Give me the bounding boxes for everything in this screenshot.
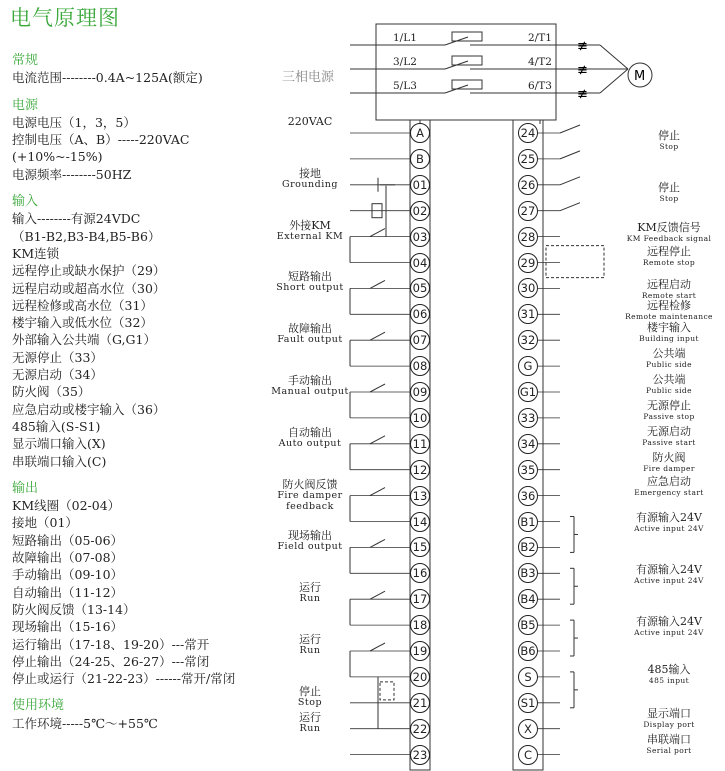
right-terminal-label: 停止 Stop <box>658 129 680 151</box>
terminal-28: 28 <box>518 227 538 247</box>
spec-line: 楼宇输入或低水位（32） <box>12 315 153 331</box>
terminal-27: 27 <box>518 201 538 221</box>
box <box>452 56 482 65</box>
terminal-33: 33 <box>518 408 538 428</box>
left-terminal-label: 运行 Run <box>299 710 321 734</box>
left-terminal-label: 接地 Grounding <box>282 166 338 190</box>
terminal-B4: B4 <box>518 589 538 609</box>
spec-line: KM线圈（02-04） <box>12 498 121 514</box>
spec-line: 电源电压（1，3，5） <box>12 114 136 130</box>
right-terminal-label: 公共端 Public side <box>646 347 692 369</box>
terminal-10: 10 <box>410 408 430 428</box>
left-terminal-label: 短路输出 Short output <box>276 270 344 294</box>
spec-line: 控制电压（A、B）-----220VAC <box>12 132 190 148</box>
right-terminal-label: 公共端 Public side <box>646 373 692 395</box>
terminal-23: 23 <box>410 745 430 765</box>
fuse-icon: ≢ <box>577 87 588 102</box>
terminal-07: 07 <box>410 330 430 350</box>
box <box>380 682 394 700</box>
terminal-08: 08 <box>410 356 430 376</box>
terminal-17: 17 <box>410 589 430 609</box>
spec-line: 无源停止（33） <box>12 349 103 365</box>
breaker-terminal-label: 3/L2 <box>393 56 417 68</box>
wire <box>370 643 385 651</box>
spec-line: 无源启动（34） <box>12 367 103 383</box>
breaker-terminal-label: 6/T3 <box>528 80 552 92</box>
right-terminal-label: 无源停止 Passive stop <box>643 399 695 421</box>
spec-line: 现场输出（15-16） <box>12 619 124 635</box>
spec-line: 远程启动或超高水位（30） <box>12 280 166 296</box>
spec-line: 工作环境-----5℃～+55℃ <box>12 715 158 731</box>
spec-line: 输入--------有源24VDC <box>12 211 141 227</box>
wire <box>370 229 385 237</box>
terminal-13: 13 <box>410 486 430 506</box>
box <box>452 32 482 41</box>
terminal-22: 22 <box>410 719 430 739</box>
spec-line: (+10%~-15%) <box>12 149 103 165</box>
right-terminal-label: 485输入 485 input <box>647 663 691 685</box>
wire <box>560 203 580 211</box>
spec-line: 电源频率--------50HZ <box>12 166 132 182</box>
spec-line: 故障输出（07-08） <box>12 550 124 566</box>
right-terminal-label: 有源输入24V Active input 24V <box>634 511 704 533</box>
right-terminal-label: 楼宇输入 Building input <box>639 321 699 343</box>
terminal-25: 25 <box>518 149 538 169</box>
breaker-terminal-label: 5/L3 <box>393 80 417 92</box>
terminal-24: 24 <box>518 123 538 143</box>
terminal-04: 04 <box>410 253 430 273</box>
left-terminal-label: 运行 Run <box>299 633 321 656</box>
terminal-S1: S1 <box>518 693 538 713</box>
spec-line: 485输入(S-S1) <box>12 418 101 434</box>
left-terminal-label: 运行 Run <box>299 581 321 605</box>
terminal-29: 29 <box>518 253 538 273</box>
spec-line: 短路输出（05-06） <box>12 532 124 548</box>
terminal-09: 09 <box>410 382 430 402</box>
right-terminal-label: 远程检修 Remote maintenance <box>625 299 713 321</box>
spec-line: 应急启动或楼宇输入（36） <box>12 401 166 417</box>
left-terminal-label: 手动输出 Manual output <box>271 374 349 397</box>
terminal-14: 14 <box>410 512 430 532</box>
spec-line: 自动输出（11-12） <box>12 584 124 600</box>
terminal-05: 05 <box>410 278 430 298</box>
spec-line: 远程停止或缺水保护（29） <box>12 263 166 279</box>
terminal-G1: G1 <box>518 382 538 402</box>
wire <box>370 280 385 288</box>
wire <box>370 384 385 392</box>
left-terminal-label: 停止 Stop <box>297 684 323 708</box>
terminal-B1: B1 <box>518 512 538 532</box>
box <box>452 80 482 89</box>
terminal-01: 01 <box>410 175 430 195</box>
terminal-20: 20 <box>410 667 430 687</box>
terminal-26: 26 <box>518 175 538 195</box>
terminal-X: X <box>518 719 538 739</box>
terminal-19: 19 <box>410 641 430 661</box>
wire <box>370 539 385 547</box>
spec-line: 手动输出（09-10） <box>12 567 124 583</box>
terminal-02: 02 <box>410 201 430 221</box>
spec-line: 显示端口输入(X) <box>12 436 106 452</box>
spec-line: 停止或运行（21-22-23）------常开/常闭 <box>12 671 236 687</box>
right-terminal-label: 防火阀 Fire damper <box>643 451 695 473</box>
motor-label: M <box>634 69 646 84</box>
right-terminal-label: 无源启动 Passive start <box>642 425 696 447</box>
terminal-31: 31 <box>518 304 538 324</box>
terminal-03: 03 <box>410 227 430 247</box>
terminal-06: 06 <box>410 304 430 324</box>
terminal-B: B <box>410 149 430 169</box>
spec-line: 外部输入公共端（G,G1） <box>12 332 156 348</box>
breaker-terminal-label: 4/T2 <box>528 56 552 68</box>
terminal-B2: B2 <box>518 537 538 557</box>
left-terminal-label: 故障输出 Fault output <box>277 322 343 346</box>
wire <box>600 69 628 93</box>
right-terminal-label: 应急启动 Emergency start <box>634 475 704 497</box>
terminal-B6: B6 <box>518 641 538 661</box>
spec-line: 电流范围--------0.4A~125A(额定) <box>12 70 203 86</box>
wire <box>370 488 385 496</box>
spec-line: 接地（01） <box>12 515 78 531</box>
terminal-30: 30 <box>518 278 538 298</box>
terminal-G: G <box>518 356 538 376</box>
wire <box>370 591 385 599</box>
spec-line: 防火阀（35） <box>12 384 91 400</box>
breaker-terminal-label: 1/L1 <box>393 32 417 44</box>
terminal-S: S <box>518 667 538 687</box>
left-terminal-label: 外接KM External KM <box>276 218 344 242</box>
terminal-15: 15 <box>410 537 430 557</box>
spec-line: 停止输出（24-25、26-27）---常闭 <box>12 653 210 669</box>
spec-section-heading: 输入 <box>12 194 39 210</box>
breaker-terminal-label: 2/T1 <box>528 32 552 44</box>
fuse-icon: ≢ <box>577 39 588 54</box>
terminal-11: 11 <box>410 434 430 454</box>
terminal-16: 16 <box>410 563 430 583</box>
spec-line: 防火阀反馈（13-14） <box>12 601 136 617</box>
right-terminal-label: 停止 Stop <box>658 181 680 203</box>
right-terminal-label: 有源输入24V Active input 24V <box>634 563 704 585</box>
terminal-32: 32 <box>518 330 538 350</box>
terminal-34: 34 <box>518 434 538 454</box>
wire <box>560 151 580 159</box>
right-terminal-label: 串联端口 Serial port <box>646 733 692 755</box>
terminal-C: C <box>518 745 538 765</box>
terminal-B5: B5 <box>518 615 538 635</box>
spec-line: 串联端口输入(C) <box>12 453 107 469</box>
box <box>546 246 604 278</box>
wire <box>560 125 580 133</box>
left-terminal-label: 防火阀反馈 Fire damper feedback <box>277 477 343 512</box>
spec-section-heading: 常规 <box>12 53 39 68</box>
spec-line: 远程检修或高水位（31） <box>12 297 153 313</box>
terminal-12: 12 <box>410 460 430 480</box>
spec-section-heading: 输出 <box>12 480 39 496</box>
wire <box>600 45 628 69</box>
left-terminal-label: 220VAC <box>287 115 333 128</box>
right-terminal-label: KM反馈信号 KM Feedback signal <box>626 221 712 243</box>
terminal-36: 36 <box>518 486 538 506</box>
wire <box>560 177 580 185</box>
left-terminal-label: 自动输出 Auto output <box>278 425 342 449</box>
terminal-B3: B3 <box>518 563 538 583</box>
right-terminal-label: 远程停止 Remote stop <box>642 245 696 267</box>
fuse-icon: ≢ <box>577 63 588 78</box>
terminal-21: 21 <box>410 693 430 713</box>
terminal-A: A <box>410 123 430 143</box>
wire <box>370 332 385 340</box>
terminal-18: 18 <box>410 615 430 635</box>
right-terminal-label: 显示端口 Display port <box>643 707 695 729</box>
terminal-35: 35 <box>518 460 538 480</box>
right-terminal-label: 有源输入24V Active input 24V <box>634 615 704 637</box>
left-terminal-label: 现场输出 Field output <box>277 529 343 553</box>
three-phase-label: 三相电源 <box>282 70 335 85</box>
spec-line: KM连锁 <box>12 245 60 261</box>
spec-section-heading: 使用环境 <box>12 698 65 714</box>
wire <box>370 436 385 444</box>
spec-section-heading: 电源 <box>12 97 39 113</box>
spec-line: （B1-B2,B3-B4,B5-B6） <box>12 228 161 244</box>
spec-line: 运行输出（17-18、19-20）---常开 <box>12 636 210 652</box>
page-title: 电气原理图 <box>10 6 120 30</box>
right-terminal-label: 远程启动 Remote start <box>641 278 697 300</box>
